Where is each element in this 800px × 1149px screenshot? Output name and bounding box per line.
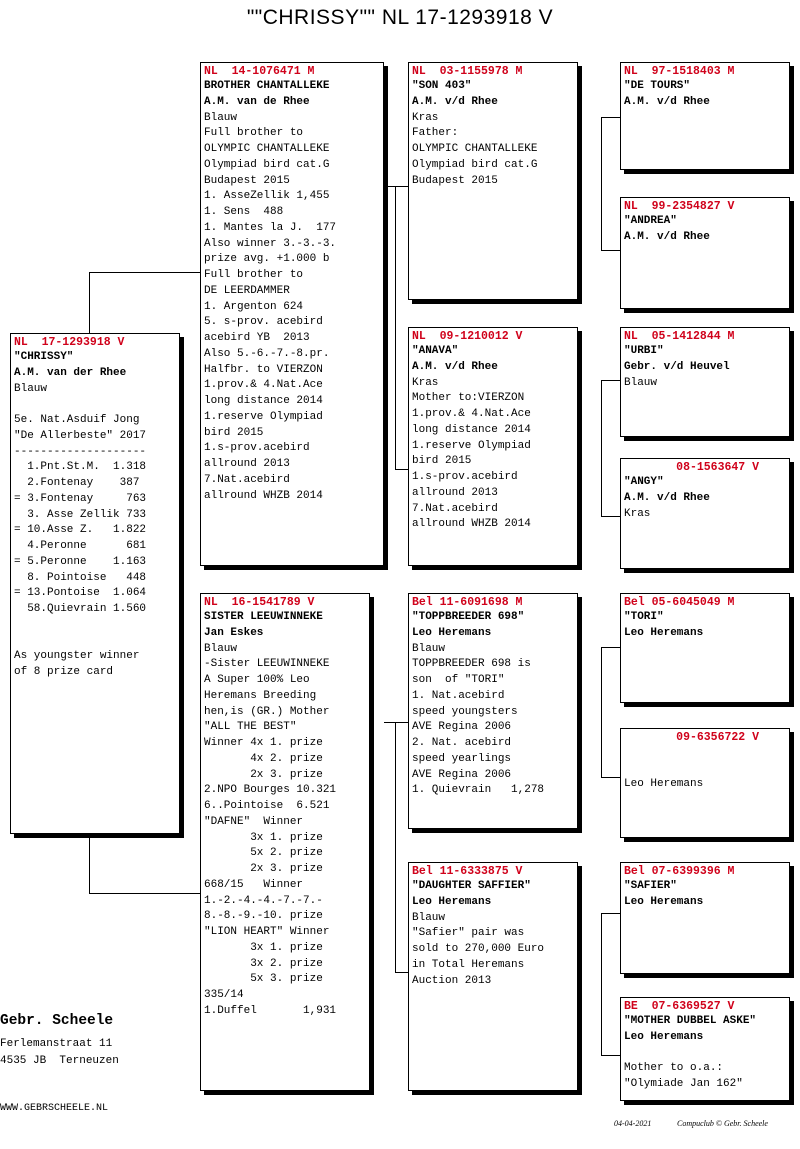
pigeon-info-line: Leo Heremans (624, 777, 704, 790)
great-grandparent-card[interactable] (620, 997, 790, 1101)
pigeon-info-line: 1.-2.-4.-4.-7.-7.- (204, 894, 323, 907)
pigeon-info-line: of 8 prize card (14, 666, 114, 678)
pigeon-name: "CHRISSY" (14, 351, 74, 363)
pigeon-info-line: 1. Mantes la J. 177 (204, 221, 337, 234)
pigeon-info-line: Blauw (14, 382, 48, 395)
pigeon-info-line: speed yearlings (412, 752, 512, 765)
connector-line (601, 380, 602, 517)
pigeon-name: "ANDREA" (624, 215, 677, 227)
pigeon-info-line: 1.s-prov.acebird (412, 471, 518, 483)
pigeon-name: "TORI" (624, 611, 664, 623)
pigeon-info-line: 2x 3. prize (204, 863, 323, 875)
pigeon-info-line: Blauw (204, 111, 238, 124)
pigeon-info-line: 5. s-prov. acebird (204, 316, 323, 329)
pigeon-info-line: 3. Asse Zellik 733 (14, 508, 147, 521)
connector-line (89, 834, 90, 894)
ring-number: NL 09-1210012 V (412, 330, 523, 343)
pigeon-info-line: As youngster winner (14, 650, 140, 663)
great-grandparent-card[interactable] (620, 62, 790, 170)
pigeon-info-line: Also winner 3.-3.-3. (204, 237, 337, 250)
pigeon-info-line: Blauw (204, 642, 238, 655)
pigeon-info-line: Kras (624, 507, 651, 520)
footer-credit: Compuclub © Gebr. Scheele (677, 1119, 768, 1128)
pigeon-info-line: 3x 1. prize (204, 941, 323, 954)
pigeon-info-line: "De Allerbeste" 2017 (14, 429, 147, 442)
pigeon-info-line: 8. Pointoise 448 (14, 571, 147, 584)
connector-line (395, 972, 408, 973)
pigeon-info-line: 1.Duffel 1,931 (204, 1004, 337, 1017)
connector-line (601, 647, 620, 648)
pigeon-info-line: Blauw (412, 911, 446, 924)
pigeon-info-line (624, 1046, 789, 1062)
great-grandparent-card[interactable] (620, 197, 790, 309)
pigeon-info-line: Full brother to (204, 269, 304, 281)
ring-number: NL 03-1155978 M (412, 65, 523, 78)
connector-line (395, 722, 396, 973)
footer-date: 04-04-2021 (614, 1119, 652, 1128)
pigeon-info-line: Blauw (624, 376, 658, 389)
pigeon-info-line: long distance 2014 (204, 395, 323, 407)
pigeon-info-line: TOPPBREEDER 698 is (412, 658, 531, 671)
ring-number: 08-1563647 V (676, 461, 759, 474)
pigeon-info-line: OLYMPIC CHANTALLEKE (412, 143, 538, 155)
subject-pigeon-card[interactable] (10, 333, 180, 834)
pigeon-info-line: sold to 270,000 Euro (412, 943, 545, 955)
pigeon-info-line (14, 397, 179, 413)
pigeon-info-line: Full brother to (204, 127, 304, 140)
pigeon-info-line: 2. Nat. acebird (412, 737, 512, 749)
connector-line (601, 647, 602, 778)
pigeon-info-line: Halfbr. to VIERZON (204, 363, 323, 376)
breeder-name: Gebr. Scheele (0, 1013, 114, 1029)
connector-line (395, 469, 408, 470)
connector-line (89, 272, 200, 273)
ring-number: Bel 11-6091698 M (412, 596, 523, 609)
pigeon-info-line: A Super 100% Leo (204, 674, 310, 686)
pigeon-info-line: 1. Quievrain 1,278 (412, 784, 545, 797)
pigeon-info-line: 1.reserve Olympiad (412, 439, 531, 452)
pigeon-info-line (14, 634, 179, 650)
owner-name: A.M. v/d Rhee (412, 360, 498, 373)
pigeon-info-line: Auction 2013 (412, 974, 492, 987)
pigeon-info-line: 6..Pointoise 6.521 (204, 800, 330, 812)
pigeon-info-line: 1.s-prov.acebird (204, 442, 310, 455)
pigeon-name: "SON 403" (412, 80, 472, 92)
owner-name: Leo Heremans (624, 895, 704, 908)
great-grandparent-card[interactable] (620, 862, 790, 974)
ring-number: Bel 07-6399396 M (624, 865, 735, 878)
connector-line (89, 893, 200, 894)
pigeon-info-line: Blauw (412, 642, 446, 655)
pigeon-info-line: allround WHZB 2014 (412, 518, 531, 531)
pigeon-info-line: OLYMPIC CHANTALLEKE (204, 143, 330, 155)
pigeon-name: "SAFIER" (624, 880, 677, 892)
connector-line (601, 380, 620, 381)
pigeon-info-line: 8.-8.-9.-10. prize (204, 910, 323, 923)
pigeon-info-line: acebird YB 2013 (204, 332, 310, 344)
pigeon-info-line: 5e. Nat.Asduif Jong (14, 414, 140, 426)
ring-number: 09-6356722 V (676, 731, 759, 744)
ring-number: NL 14-1076471 M (204, 65, 315, 78)
pigeon-info-line: "Olymiade Jan 162" (624, 1078, 743, 1090)
pigeon-info-line: Mother to o.a.: (624, 1062, 724, 1075)
pigeon-info-line: 5x 2. prize (204, 847, 323, 860)
connector-line (395, 186, 396, 470)
pigeon-info-line: bird 2015 (204, 426, 264, 439)
pigeon-info-line: 4.Peronne 681 (14, 540, 147, 552)
pigeon-info-line: 2.Fontenay 387 (14, 477, 140, 489)
pigeon-info-line: = 10.Asse Z. 1.822 (14, 524, 147, 537)
pigeon-info-line: Kras (412, 376, 439, 389)
pigeon-info-line: 1. AsseZellik 1,455 (204, 190, 330, 203)
pigeon-info-line: = 3.Fontenay 763 (14, 492, 147, 505)
pigeon-info-line: 2x 3. prize (204, 768, 323, 781)
pigeon-name: "MOTHER DUBBEL ASKE" (624, 1015, 757, 1027)
owner-name (624, 761, 789, 777)
pigeon-info-line: 5x 3. prize (204, 973, 323, 986)
pigeon-info-line: bird 2015 (412, 455, 472, 468)
father-card[interactable] (200, 62, 384, 566)
pigeon-info-line: Kras (412, 111, 439, 124)
owner-name: A.M. v/d Rhee (624, 95, 710, 108)
pigeon-info-line: 2.NPO Bourges 10.321 (204, 784, 337, 797)
pigeon-info-line: AVE Regina 2006 (412, 721, 512, 734)
mother-card[interactable] (200, 593, 370, 1091)
pigeon-name: "DE TOURS" (624, 80, 691, 92)
pigeon-name: "ANGY" (624, 476, 664, 488)
pigeon-info-line: 7.Nat.acebird (412, 502, 498, 515)
pigeon-info-line (14, 618, 179, 634)
paternal-grandfather-card[interactable] (408, 62, 578, 300)
connector-line (384, 186, 408, 187)
connector-line (601, 913, 602, 1056)
pigeon-info-line: 1.reserve Olympiad (204, 410, 323, 423)
pigeon-info-line: Olympiad bird cat.G (204, 158, 330, 171)
breeder-city: 4535 JB Terneuzen (0, 1055, 119, 1067)
great-grandparent-card[interactable] (620, 593, 790, 703)
pigeon-name: SISTER LEEUWINNEKE (204, 611, 323, 623)
ring-number: NL 99-2354827 V (624, 200, 735, 213)
connector-line (601, 1055, 620, 1056)
pigeon-info-line: "ALL THE BEST" (204, 721, 297, 734)
pigeon-info-line: 668/15 Winner (204, 878, 304, 891)
maternal-grandfather-card[interactable] (408, 593, 578, 829)
connector-line (601, 777, 620, 778)
ring-number: NL 17-1293918 V (14, 336, 125, 349)
owner-name: Leo Heremans (412, 895, 492, 908)
connector-line (601, 117, 620, 118)
pigeon-name: "ANAVA" (412, 345, 459, 357)
owner-name: A.M. v/d Rhee (624, 491, 710, 504)
owner-name: Leo Heremans (624, 626, 704, 639)
pedigree-title: ""CHRISSY"" NL 17-1293918 V (246, 6, 554, 29)
pigeon-info-line: DE LEERDAMMER (204, 284, 290, 297)
pigeon-info-line: allround WHZB 2014 (204, 489, 323, 502)
pigeon-info-line: 1.prov.& 4.Nat.Ace (412, 408, 531, 420)
connector-line (601, 516, 620, 517)
pigeon-info-line: Budapest 2015 (204, 174, 290, 187)
ring-number: NL 05-1412844 M (624, 330, 735, 343)
connector-line (601, 117, 602, 251)
ring-number: Bel 05-6045049 M (624, 596, 735, 609)
owner-name: A.M. van der Rhee (14, 366, 127, 379)
pigeon-info-line: "LION HEART" Winner (204, 926, 330, 938)
pigeon-info-line: in Total Heremans (412, 958, 525, 971)
pigeon-info-line: speed youngsters (412, 705, 518, 718)
pigeon-info-line: "Safier" pair was (412, 927, 525, 940)
pigeon-info-line: long distance 2014 (412, 423, 531, 436)
great-grandparent-card[interactable] (620, 327, 790, 437)
pigeon-info-line: 335/14 (204, 989, 244, 1001)
ring-number: BE 07-6369527 V (624, 1000, 735, 1013)
breeder-website[interactable]: WWW.GEBRSCHEELE.NL (0, 1103, 109, 1114)
connector-line (384, 722, 408, 723)
connector-line (89, 272, 90, 333)
pigeon-info-line: -Sister LEEUWINNEKE (204, 658, 330, 671)
pigeon-info-line: hen,is (GR.) Mother (204, 705, 330, 718)
pigeon-name: "URBI" (624, 345, 664, 357)
ring-number: Bel 11-6333875 V (412, 865, 523, 878)
great-grandparent-card[interactable] (620, 458, 790, 569)
pigeon-info-line: Father: (412, 127, 459, 140)
pigeon-info-line: = 5.Peronne 1.163 (14, 555, 147, 568)
pigeon-info-line: -------------------- (14, 445, 147, 458)
owner-name: Leo Heremans (412, 626, 492, 639)
owner-name: A.M. v/d Rhee (624, 230, 710, 243)
owner-name: Leo Heremans (624, 1030, 704, 1043)
pigeon-info-line: 4x 2. prize (204, 752, 323, 765)
pigeon-info-line: Winner 4x 1. prize (204, 737, 323, 749)
pigeon-info-line: 1. Nat.acebird (412, 689, 505, 702)
pigeon-info-line: Also 5.-6.-7.-8.pr. (204, 347, 330, 360)
pigeon-info-line: AVE Regina 2006 (412, 768, 512, 781)
ring-number: NL 16-1541789 V (204, 596, 315, 609)
pigeon-info-line: Mother to:VIERZON (412, 392, 525, 405)
breeder-street: Ferlemanstraat 11 (0, 1038, 113, 1050)
pigeon-info-line: 1. Argenton 624 (204, 300, 304, 313)
pigeon-info-line: 1. Sens 488 (204, 206, 284, 218)
pigeon-info-line: prize avg. +1.000 b (204, 253, 330, 266)
great-grandparent-card[interactable] (620, 728, 790, 838)
ring-number: NL 97-1518403 M (624, 65, 735, 78)
pigeon-info-line: 3x 2. prize (204, 957, 323, 970)
pigeon-name: "TOPPBREEDER 698" (412, 611, 525, 623)
pigeon-info-line: "DAFNE" Winner (204, 815, 304, 828)
pigeon-info-line: Olympiad bird cat.G (412, 158, 538, 171)
pigeon-name (624, 745, 789, 761)
pigeon-info-line: Heremans Breeding (204, 689, 317, 702)
pigeon-info-line: 58.Quievrain 1.560 (14, 603, 147, 615)
pigeon-info-line: 3x 1. prize (204, 831, 323, 844)
owner-name: A.M. v/d Rhee (412, 95, 498, 108)
pigeon-info-line: 1.Pnt.St.M. 1.318 (14, 461, 147, 474)
maternal-grandmother-card[interactable] (408, 862, 578, 1091)
pigeon-info-line: Budapest 2015 (412, 174, 498, 187)
pigeon-info-line: = 13.Pontoise 1.064 (14, 587, 147, 600)
pigeon-info-line: allround 2013 (204, 458, 290, 470)
pigeon-info-line: 7.Nat.acebird (204, 473, 290, 486)
connector-line (601, 913, 620, 914)
pigeon-info-line: son of "TORI" (412, 674, 505, 686)
connector-line (601, 250, 620, 251)
owner-name: Jan Eskes (204, 626, 264, 639)
pigeon-name: "DAUGHTER SAFFIER" (412, 880, 531, 892)
pigeon-info-line: allround 2013 (412, 486, 498, 499)
owner-name: Gebr. v/d Heuvel (624, 360, 730, 373)
pigeon-info-line: 1.prov.& 4.Nat.Ace (204, 379, 323, 392)
paternal-grandmother-card[interactable] (408, 327, 578, 566)
owner-name: A.M. van de Rhee (204, 95, 310, 108)
pigeon-name: BROTHER CHANTALLEKE (204, 80, 330, 92)
